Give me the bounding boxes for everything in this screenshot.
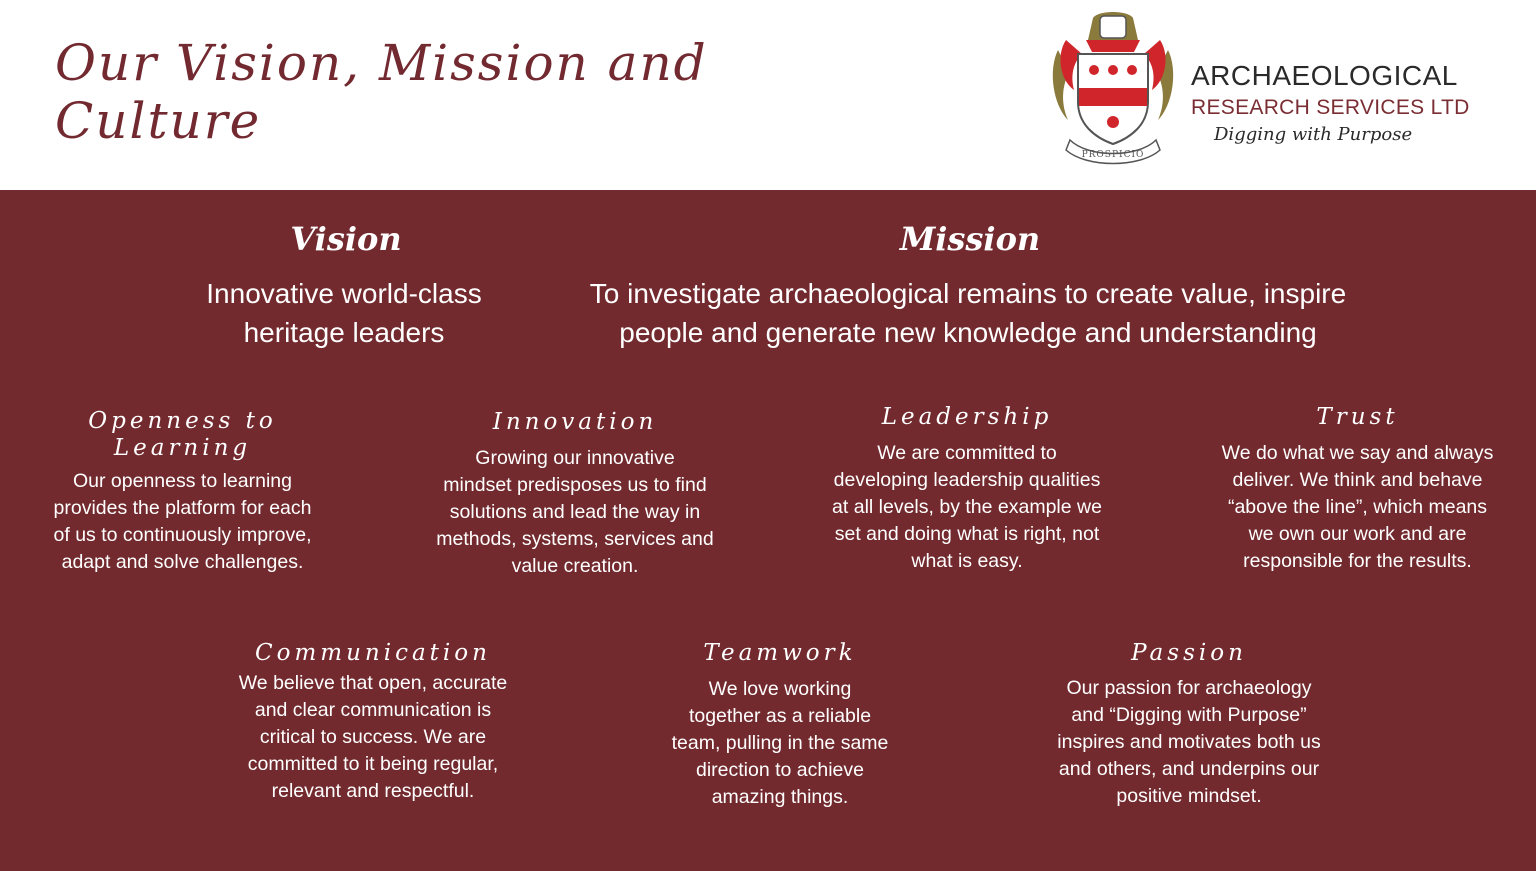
page-title-line2: Culture (55, 92, 262, 150)
value-description-line: team, pulling in the same (671, 732, 889, 754)
value-description-line: We believe that open, accurate (238, 672, 508, 694)
value-title (635, 640, 925, 667)
value-card-passion (1034, 640, 1344, 810)
value-description-line: Our passion for archaeology (1066, 677, 1312, 699)
value-description-line: “above the line”, which means (1227, 496, 1488, 518)
value-description-line: mindset predisposes us to find (443, 474, 707, 496)
value-description-line: and clear communication is (254, 699, 492, 721)
value-card-teamwork (635, 640, 925, 811)
vision-line: heritage leaders (243, 317, 445, 348)
page-title (55, 34, 875, 150)
value-description-line: We are committed to (877, 442, 1057, 464)
value-title-line: Learning (113, 435, 252, 461)
vision-heading: Vision (290, 220, 402, 258)
value-title-line: Leadership (881, 404, 1053, 430)
value-description (812, 440, 1122, 575)
value-title (1200, 404, 1515, 431)
value-description (218, 670, 528, 805)
value-description (635, 676, 925, 811)
value-description (30, 468, 335, 576)
brand-subname: RESEARCH SERVICES LTD (1191, 96, 1470, 119)
value-description-line: positive mindset. (1116, 785, 1262, 807)
value-description-line: and others, and underpins our (1058, 758, 1320, 780)
value-title-line: Openness to (88, 408, 277, 434)
vision-line: Innovative world-class (206, 278, 482, 309)
value-description-line: We do what we say and always (1221, 442, 1494, 464)
value-description-line: of us to continuously improve, (53, 524, 312, 546)
mission-statement (548, 274, 1388, 352)
value-description-line: together as a reliable (688, 705, 872, 727)
value-title-line: Passion (1131, 640, 1247, 666)
value-description (1034, 675, 1344, 810)
value-description-line: responsible for the results. (1243, 550, 1472, 572)
value-description-line: solutions and lead the way in (449, 501, 701, 523)
header (0, 0, 1536, 190)
mission-line: people and generate new knowledge and understanding (619, 317, 1317, 348)
value-title (420, 409, 730, 436)
value-description (420, 445, 730, 580)
value-title-line: Trust (1316, 404, 1399, 430)
value-card-communication (218, 640, 528, 805)
value-description-line: amazing things. (711, 786, 849, 808)
value-title-line: Innovation (492, 409, 658, 435)
value-title (812, 404, 1122, 431)
value-card-leadership (812, 404, 1122, 575)
vision-statement (144, 274, 544, 352)
mission-heading: Mission (899, 220, 1041, 258)
value-title (218, 640, 528, 667)
value-description-line: developing leadership qualities (833, 469, 1101, 491)
brand-name: ARCHAEOLOGICAL (1191, 60, 1458, 91)
value-description-line: we own our work and are (1248, 523, 1467, 545)
value-card-innovation (420, 409, 730, 580)
value-description-line: Our openness to learning (73, 470, 292, 492)
value-description (1200, 440, 1515, 575)
value-description-line: and “Digging with Purpose” (1071, 704, 1307, 726)
vision-mission-panel (0, 190, 1536, 871)
value-description-line: critical to success. We are (259, 726, 487, 748)
value-description-line: value creation. (511, 555, 639, 577)
mission-line: To investigate archaeological remains to create value, inspire (589, 278, 1347, 309)
value-description-line: provides the platform for each (53, 497, 312, 519)
value-description-line: direction to achieve (695, 759, 865, 781)
value-title (30, 408, 335, 462)
value-description-line: committed to it being regular, (247, 753, 499, 775)
value-description-line: methods, systems, services and (436, 528, 714, 550)
crest-motto: PROSPICIO (1081, 150, 1145, 160)
value-title (1034, 640, 1344, 667)
value-card-trust (1200, 404, 1515, 575)
value-description-line: set and doing what is right, not (834, 523, 1100, 545)
value-title-line: Teamwork (703, 640, 857, 666)
value-description-line: We love working (708, 678, 852, 700)
heraldic-crest-icon (1048, 10, 1178, 168)
value-description-line: inspires and motivates both us (1057, 731, 1321, 753)
value-title-line: Communication (255, 640, 491, 666)
value-description-line: what is easy. (911, 550, 1023, 572)
value-description-line: at all levels, by the example we (832, 496, 1102, 518)
value-description-line: relevant and respectful. (271, 780, 475, 802)
brand-tagline: Digging with Purpose (1214, 124, 1413, 145)
value-description-line: adapt and solve challenges. (61, 551, 304, 573)
page-title-line1: Our Vision, Mission and (55, 34, 708, 92)
value-description-line: Growing our innovative (475, 447, 675, 469)
value-description-line: deliver. We think and behave (1232, 469, 1483, 491)
value-card-openness (30, 408, 335, 576)
